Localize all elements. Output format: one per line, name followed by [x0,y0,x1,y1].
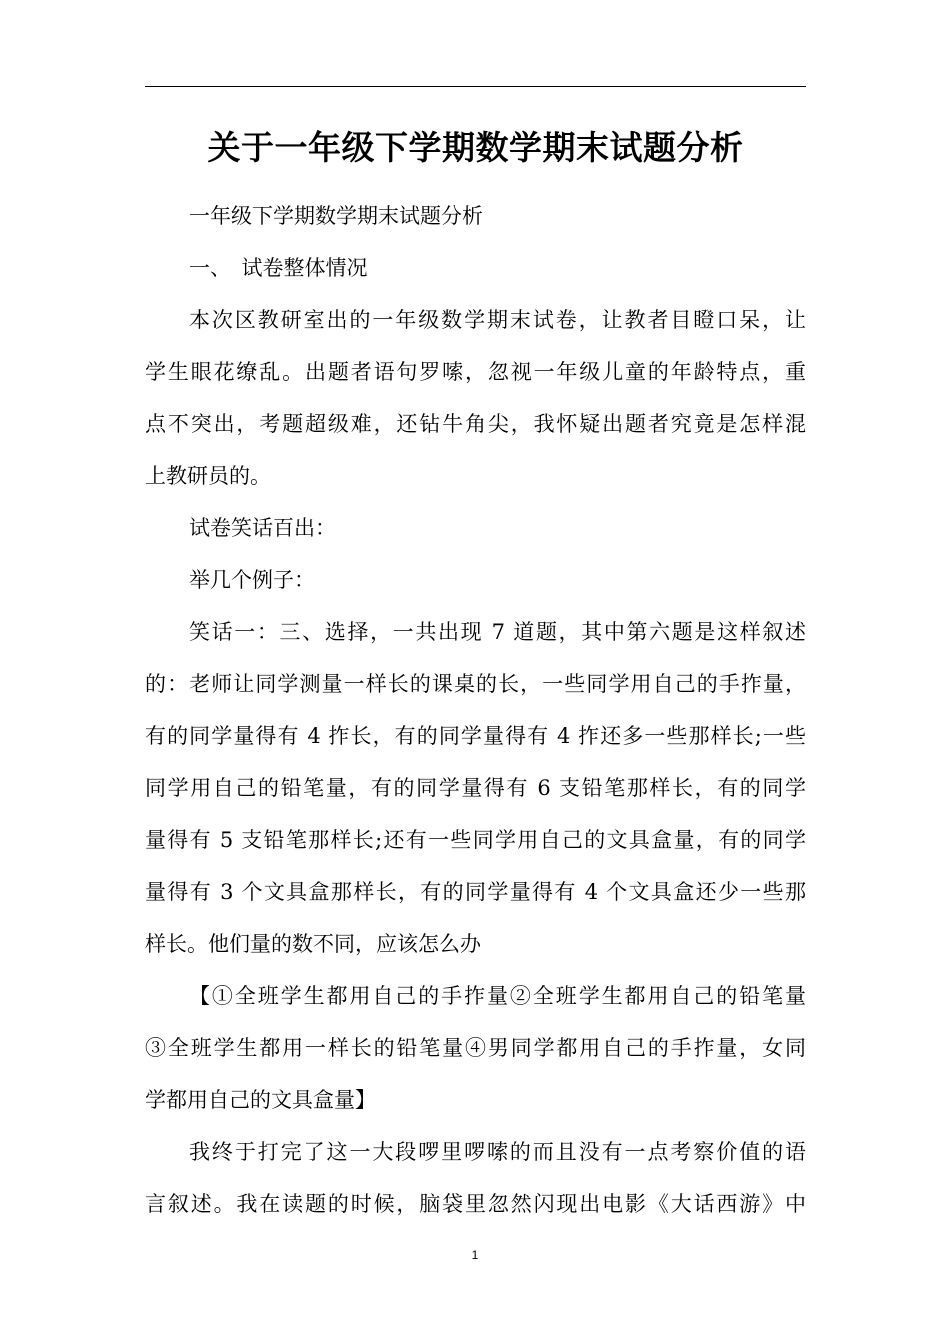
paragraph-line: 【①全班学生都用自己的手拃量②全班学生都用自己的铅笔量 [189,984,806,1008]
paragraph-line: 试卷笑话百出： [189,516,336,540]
paragraph-line: ③全班学生都用一样长的铅笔量④男同学都用自己的手拃量，女同 [145,1036,806,1060]
section-heading: 一、 试卷整体情况 [189,256,368,280]
paragraph-line: 的：老师让同学测量一样长的课桌的长，一些同学用自己的手拃量， [145,672,806,696]
document-title: 关于一年级下学期数学期末试题分析 [207,128,744,167]
paragraph-line: 举几个例子： [189,568,315,592]
paragraph-line: 一年级下学期数学期末试题分析 [189,204,483,228]
paragraph-line: 点不突出，考题超级难，还钻牛角尖，我怀疑出题者究竟是怎样混 [145,412,806,436]
paragraph-line: 量得有 3 个文具盒那样长，有的同学量得有 4 个文具盒还少一些那 [145,880,806,904]
paragraph-line: 同学用自己的铅笔量，有的同学量得有 6 支铅笔那样长，有的同学 [145,776,806,800]
paragraph-line: 本次区教研室出的一年级数学期末试卷，让教者目瞪口呆，让 [189,308,806,332]
paragraph-line: 上教研员的。 [145,464,271,488]
paragraph-line: 学都用自己的文具盒量】 [145,1088,376,1112]
paragraph-line: 言叙述。我在读题的时候，脑袋里忽然闪现出电影《大话西游》中 [145,1192,806,1216]
paragraph-line: 笑话一：三、选择，一共出现 7 道题，其中第六题是这样叙述 [189,620,806,644]
paragraph-line: 学生眼花缭乱。出题者语句罗嗦，忽视一年级儿童的年龄特点，重 [145,360,806,384]
paragraph-line: 有的同学量得有 4 拃长，有的同学量得有 4 拃还多一些那样长;一些 [145,724,806,748]
paragraph-line: 我终于打完了这一大段啰里啰嗦的而且没有一点考察价值的语 [189,1140,806,1164]
paragraph-line: 量得有 5 支铅笔那样长;还有一些同学用自己的文具盒量，有的同学 [145,828,806,852]
paragraph-line: 样长。他们量的数不同，应该怎么办 [145,932,481,956]
page-number: 1 [471,1248,479,1262]
header-rule [145,86,806,87]
